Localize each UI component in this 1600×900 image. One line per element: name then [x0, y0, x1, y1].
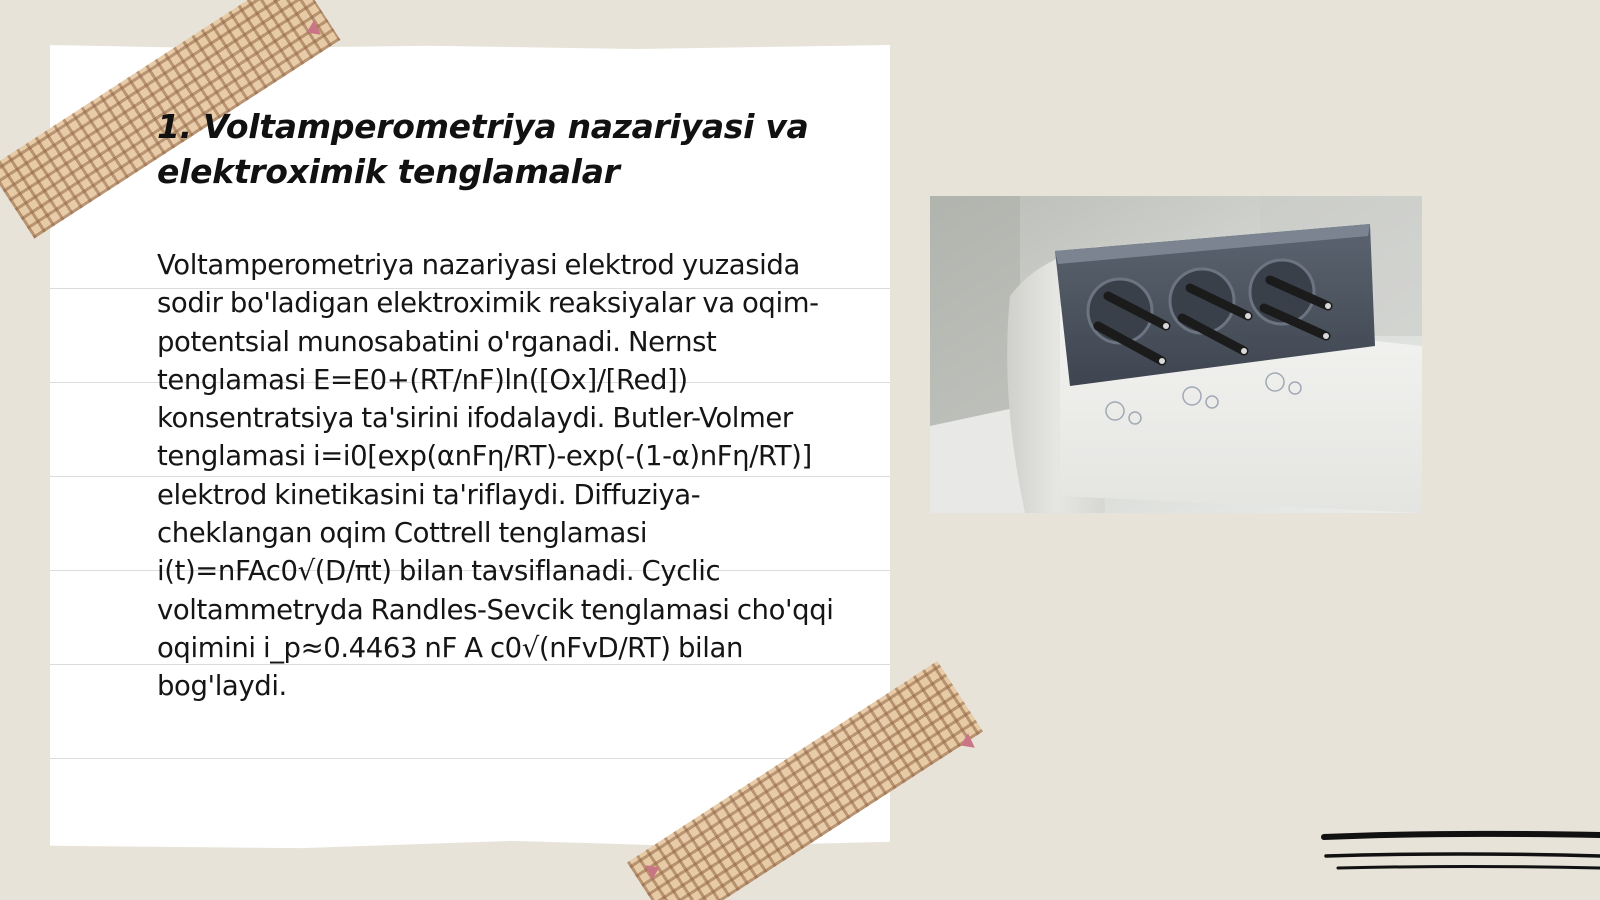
slide-title: 1. Voltamperometriya nazariyasi va elektroximik tenglamalar	[157, 107, 809, 191]
decorative-lines	[1318, 828, 1600, 888]
slide-body-text: Voltamperometriya nazariyasi elektrod yuzasida sodir bo'ladigan elektroximik reaksiyalar va oqim-potentsial munosabatini o'rganadi. Nernst tenglamasi E=E0+(RT/nF)ln([Ox]/[Red]) konsentratsiya ta'sirini ifodalaydi. Butler-Volmer tenglamasi i=i0[exp(αnFη/RT)-exp(-(1-α)nFη/RT)] elektrod kinetikasini ta'riflaydi. Diffuziya-cheklangan oqim Cottrell tenglamasi i(t)=nFAc0√(D/πt) bilan tavsiflanadi. Cyclic voltammetryda Randles-Sevcik tenglamasi cho'qqi oqimini i_p≈0.4463 nF A c0√(nFvD/RT) bilan bog'laydi.	[157, 249, 834, 703]
ruled-line	[50, 758, 890, 759]
electrode-station-photo	[930, 196, 1422, 513]
